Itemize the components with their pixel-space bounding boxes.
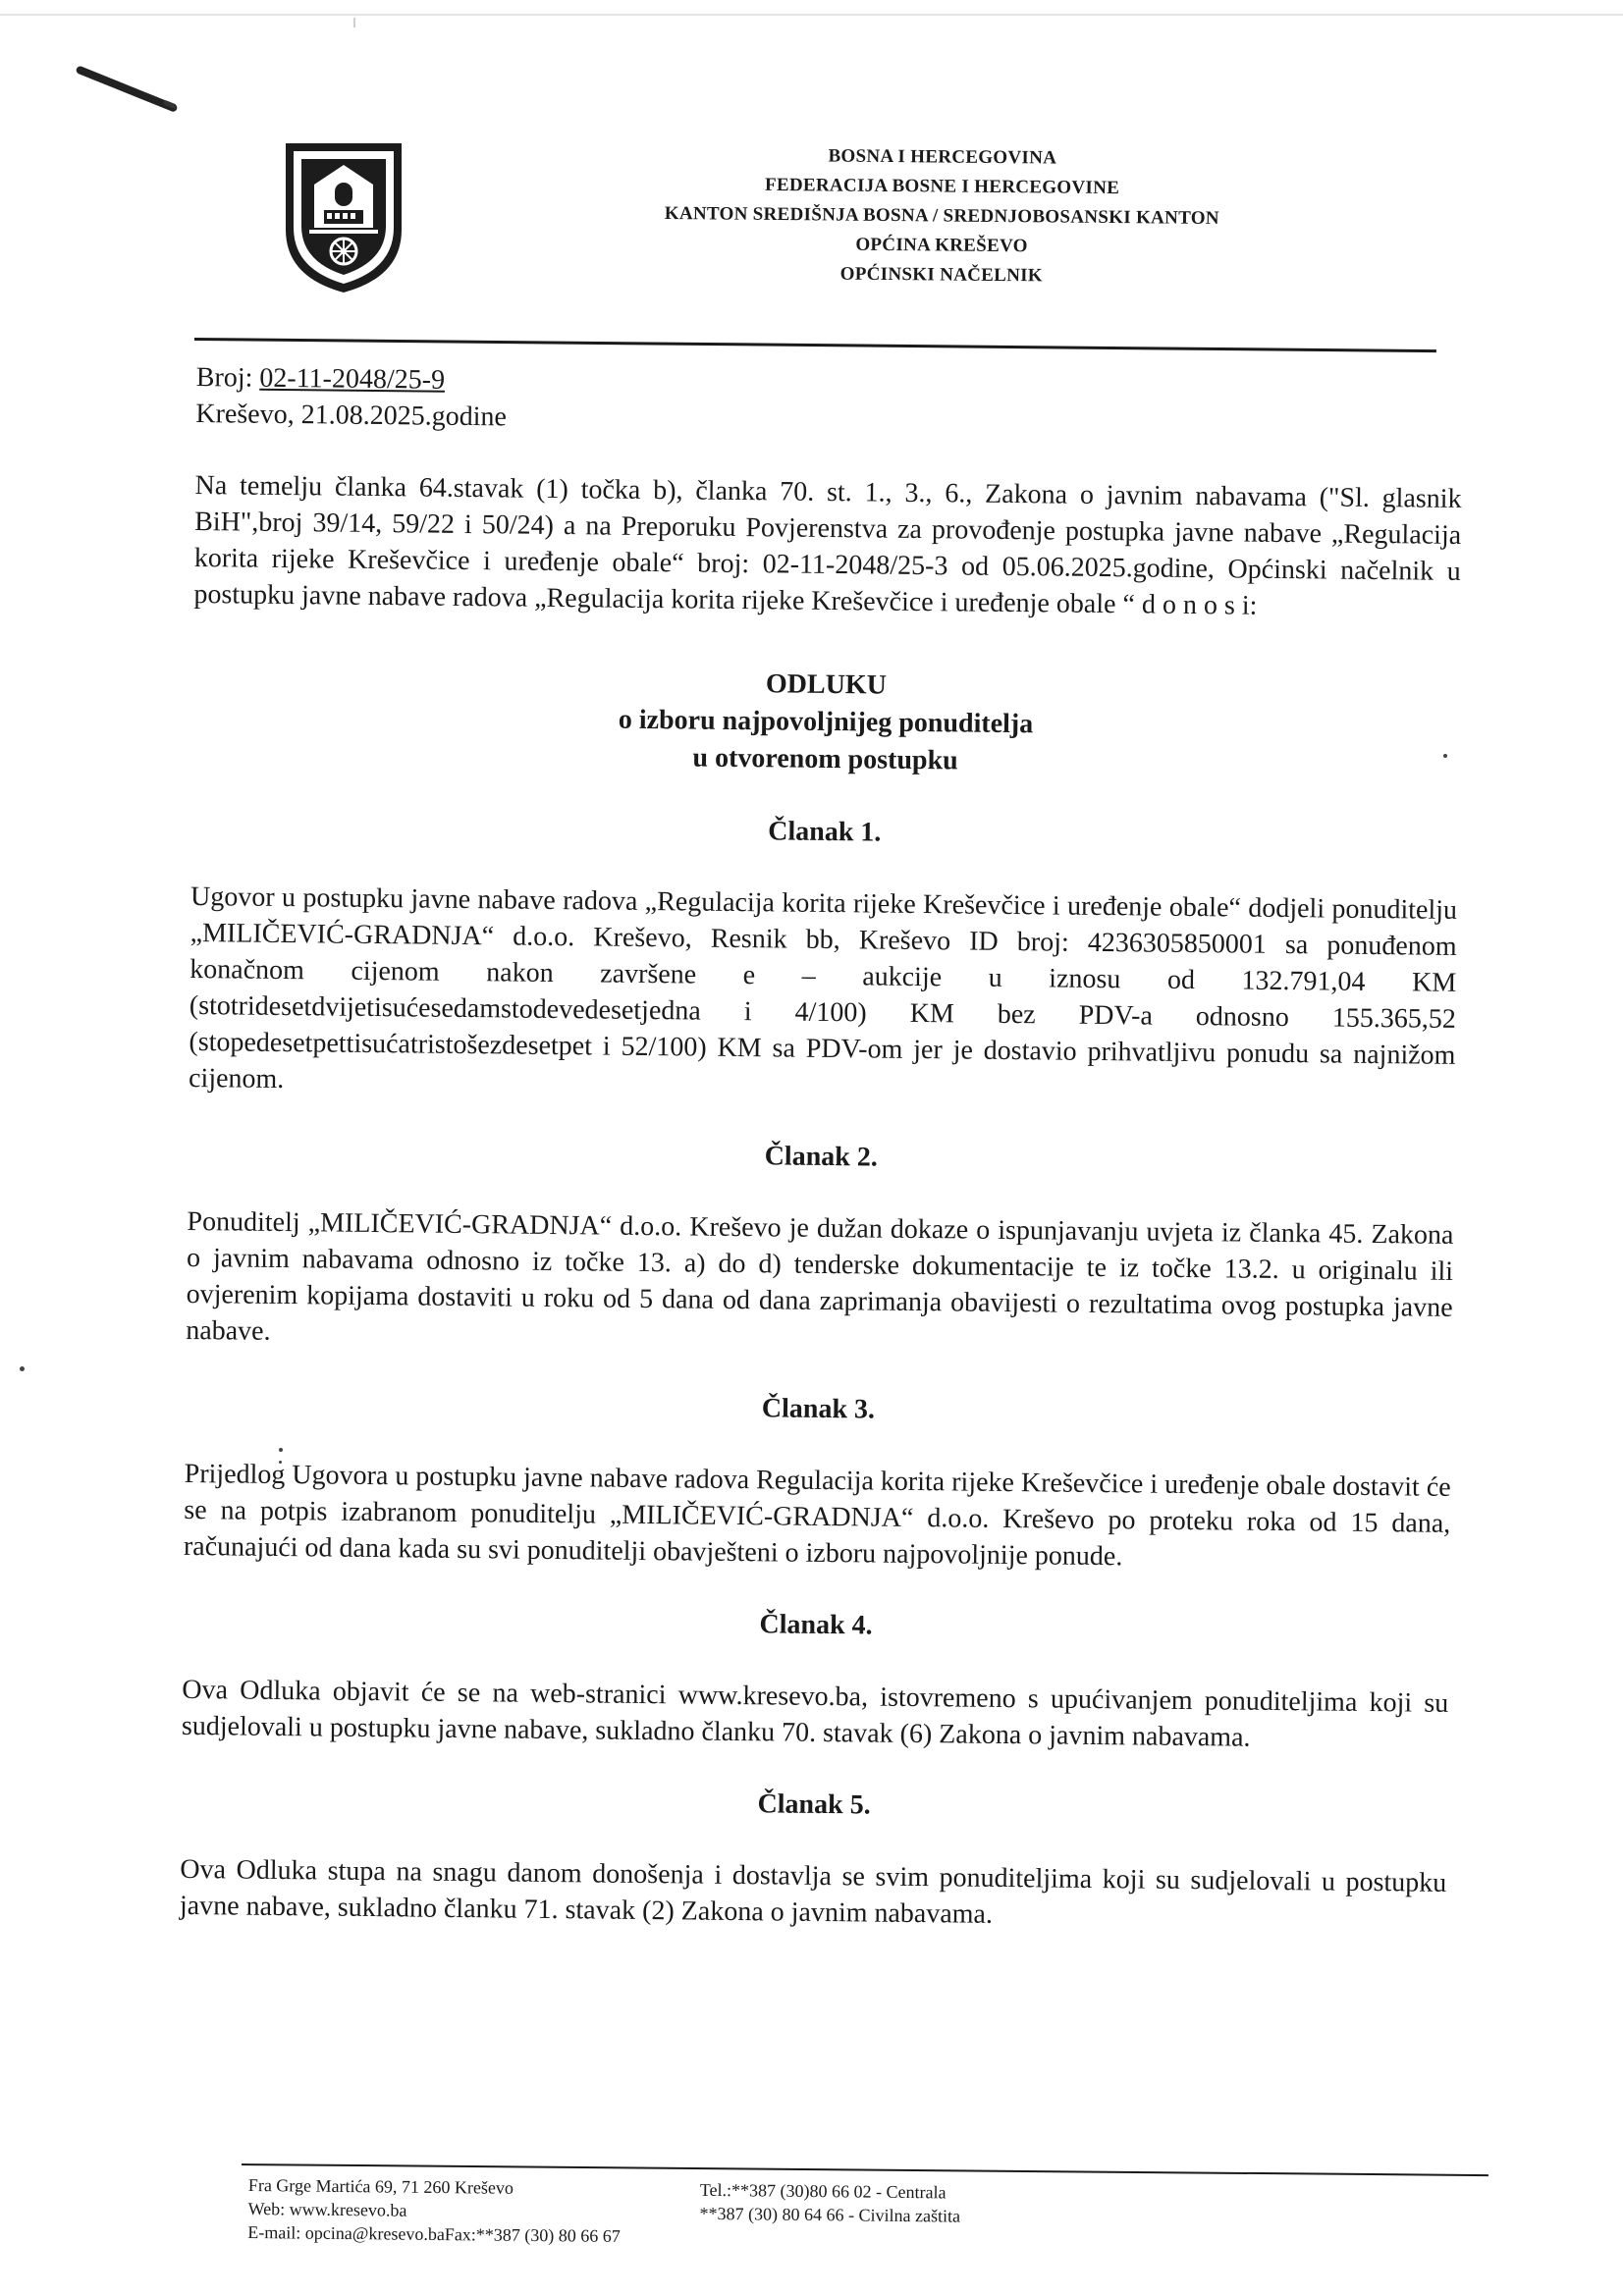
article-3-text: Prijedlog Ugovora u postupku javne nabave radova Regulacija korita rijeke Kreševčice i uređenje obale dostavit će se na potpis izabranom ponuditelju „MILIČEVIĆ-GRADNJA“ d.o.o. Kreševo po proteku roka od 15 dana, računajući od dana kada su svi ponuditelji obavješteni o izboru najpovoljnije ponude. — [183, 1458, 1451, 1573]
header-municipality: OPĆINA KREŠEVO — [855, 234, 1028, 257]
title-subtitle: o izboru najpovoljnijeg ponuditelja — [618, 704, 1034, 740]
header-divider — [194, 338, 1436, 352]
intro-paragraph: Na temelju članka 64.stavak (1) točka b), članka 70. st. 1., 3., 6., Zakona o javnim nabavama ("Sl. glasnik BiH",broj 39/14, 59/22 i 50/24) a na Preporuku Povjerenstva za provođenje postupka javne nabave „Regulacija korita rijeke Kreševčice i uređenje obale“ broj: 02-11-2048/25-3 od 05.06.2025.godine, Općinski načelnik u postupku javne nabave radova „Regulacija korita rijeke Kreševčice i uređenje obale “ d o n o s i: — [193, 469, 1462, 621]
article-5-heading: Članak 5. — [757, 1789, 871, 1821]
article-2-heading: Članak 2. — [764, 1141, 878, 1173]
footer-email-fax: E-mail: opcina@kresevo.baFax:**387 (30) 80 66 67 — [247, 2221, 621, 2246]
article-4-heading: Članak 4. — [759, 1609, 873, 1641]
footer-web: Web: www.kresevo.ba — [247, 2198, 407, 2220]
footer-phone-block — [699, 2178, 1190, 2230]
reference-label: Broj: — [195, 361, 260, 394]
decision-title — [191, 660, 1459, 785]
header-office: OPĆINSKI NAČELNIK — [839, 263, 1044, 287]
reference-value: 02-11-2048/25-9 — [259, 362, 446, 396]
article-1-heading: Članak 1. — [768, 816, 882, 848]
footer-address: Fra Grge Martića 69, 71 260 Kreševo — [247, 2175, 514, 2198]
article-2-text: Ponuditelj „MILIČEVIĆ-GRADNJA“ d.o.o. Kreševo je dužan dokaze o ispunjavanju uvjeta iz članka 45. Zakona o javnim nabavama odnosno iz točke 13. a) do d) tenderske dokumentacije te iz točke 13.2. u originalu ili ovjerenim kopijama dostaviti u roku od 5 dana od dana zaprimanja obavijesti o rezultatima ovog postupka javne nabave. — [186, 1205, 1454, 1347]
header-canton: KANTON SREDIŠNJA BOSNA / SREDNJOBOSANSKI KANTON — [664, 203, 1219, 229]
scan-edge-line — [0, 14, 1623, 16]
institution-header — [549, 139, 1335, 294]
header-federation: FEDERACIJA BOSNE I HERCEGOVINE — [764, 174, 1120, 199]
municipality-crest-icon — [280, 139, 407, 294]
article-1-text: Ugovor u postupku javne nabave radova „Regulacija korita rijeke Kreševčice i uređenje obale“ dodjeli ponuditelju „MILIČEVIĆ-GRADNJA“ d.o.o. Kreševo, Resnik bb, Kreševo ID broj: 4236305850001 sa ponuđenom konačnom cijenom nakon završene e – aukcije u iznosu od 132.791,04 KM (stotridesetdvijetisućesedamstodevedesetjedna i 4/100) KM bez PDV-a odnosno 155.365,52 (stopedesetpettisućatristošezdesetpet i 52/100) KM sa PDV-om jer je dostavio prihvatljivu ponudu sa najnižom cijenom. — [188, 881, 1458, 1095]
document-body — [180, 359, 1463, 1938]
article-4-text: Ova Odluka objavit će se na web-stranici www.kresevo.ba, istovremeno s upućivanjem ponuditeljima koji su sudjelovali u postupku javne nabave, sukladno članku 70. stavak (6) Zakona o javnim nabavama. — [181, 1674, 1449, 1753]
article-5-text: Ova Odluka stupa na snagu danom donošenja i dostavlja se svim ponuditeljima koji su sudjelovali u postupku javne nabave, sukladno članku 71. stavak (2) Zakona o javnim nabavama. — [179, 1853, 1447, 1930]
title-procedure: u otvorenom postupku — [692, 742, 958, 776]
footer-address-block — [247, 2173, 690, 2249]
footer-contact — [247, 2173, 1230, 2246]
scan-mark — [353, 18, 355, 27]
pen-stroke-mark — [76, 65, 179, 113]
footer-phone-central: Tel.:**387 (30)80 66 02 - Centrala — [699, 2179, 947, 2203]
place-date: Kreševo, 21.08.2025.godine — [195, 398, 508, 433]
stray-dot — [20, 1366, 25, 1371]
footer-phone-civil: **387 (30) 80 64 66 - Civilna zaštita — [699, 2203, 961, 2226]
title-main: ODLUKU — [765, 668, 888, 701]
article-3-heading: Članak 3. — [761, 1393, 876, 1425]
header-country: BOSNA I HERCEGOVINA — [828, 145, 1057, 169]
